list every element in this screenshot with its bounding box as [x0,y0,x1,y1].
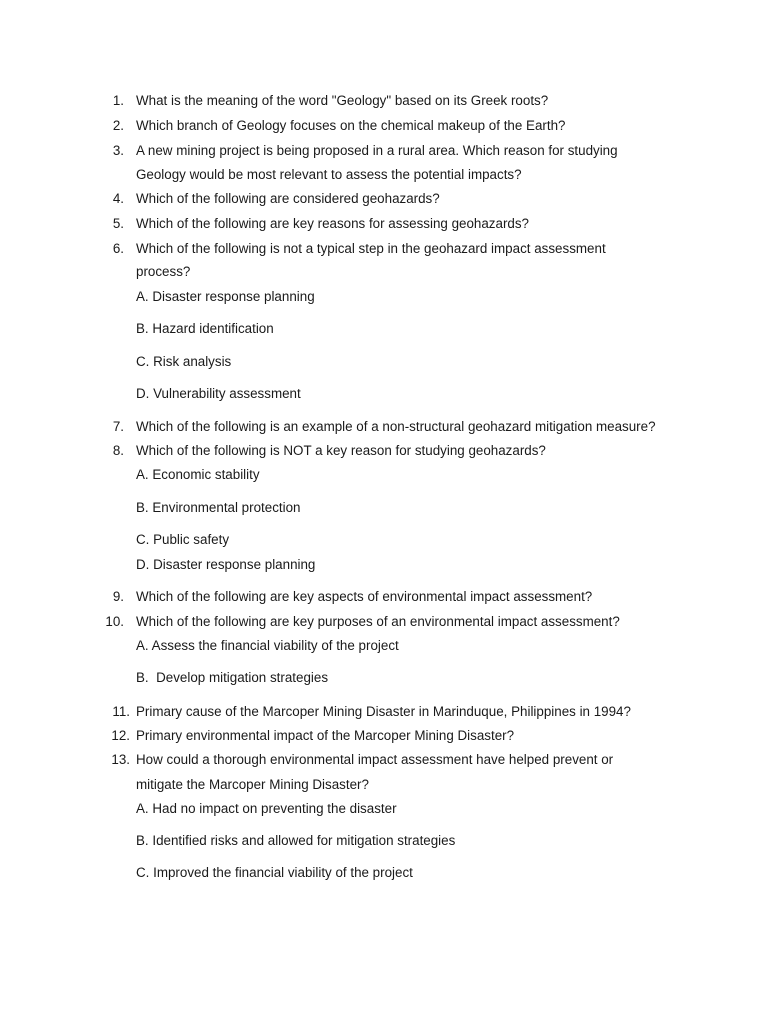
answer-option: B. Develop mitigation strategies [136,670,329,685]
question-number: 7. [112,419,124,434]
question-number: 9. [112,589,124,604]
question-number: 12. [111,728,130,743]
question-number: 3. [112,143,124,158]
answer-option: C. Public safety [136,532,230,547]
question-number: 5. [112,216,124,231]
answer-option: D. Disaster response planning [136,557,316,572]
question-text: A new mining project is being proposed in a rural area. Which reason for studying [136,143,618,158]
question-text: Primary cause of the Marcoper Mining Disaster in Marinduque, Philippines in 1994? [136,704,631,719]
question-text: Which of the following are key purposes of an environmental impact assessment? [136,614,620,629]
answer-option: B. Hazard identification [136,321,274,336]
answer-option: B. Environmental protection [136,500,301,515]
question-text: Primary environmental impact of the Marcoper Mining Disaster? [136,728,515,743]
question-text-continued: process? [136,264,191,279]
question-number: 10. [105,614,124,629]
answer-option: C. Risk analysis [136,354,232,369]
question-text: Which of the following is not a typical step in the geohazard impact assessment [136,241,606,256]
question-number: 8. [112,443,124,458]
question-number: 13. [111,752,130,767]
question-text: What is the meaning of the word "Geology" based on its Greek roots? [136,93,549,108]
question-number: 11. [112,704,130,719]
question-text: How could a thorough environmental impact assessment have helped prevent or [136,752,614,767]
answer-option: B. Identified risks and allowed for mitigation strategies [136,833,456,848]
question-text-continued: Geology would be most relevant to assess the potential impacts? [136,167,522,182]
answer-option: C. Improved the financial viability of the project [136,865,413,880]
answer-option: D. Vulnerability assessment [136,386,301,401]
question-text: Which branch of Geology focuses on the chemical makeup of the Earth? [136,118,566,133]
answer-option: A. Economic stability [136,467,260,482]
answer-option: A. Assess the financial viability of the project [136,638,399,653]
question-text: Which of the following is NOT a key reason for studying geohazards? [136,443,546,458]
question-text-continued: mitigate the Marcoper Mining Disaster? [136,777,369,792]
question-number: 1. [112,93,124,108]
question-number: 6. [112,241,124,256]
question-text: Which of the following are key aspects of environmental impact assessment? [136,589,593,604]
question-text: Which of the following is an example of a non-structural geohazard mitigation measure? [136,419,656,434]
question-text: Which of the following are considered geohazards? [136,191,440,206]
answer-option: A. Disaster response planning [136,289,315,304]
question-text: Which of the following are key reasons for assessing geohazards? [136,216,530,231]
question-number: 4. [112,191,124,206]
question-number: 2. [112,118,124,133]
answer-option: A. Had no impact on preventing the disaster [136,801,397,816]
